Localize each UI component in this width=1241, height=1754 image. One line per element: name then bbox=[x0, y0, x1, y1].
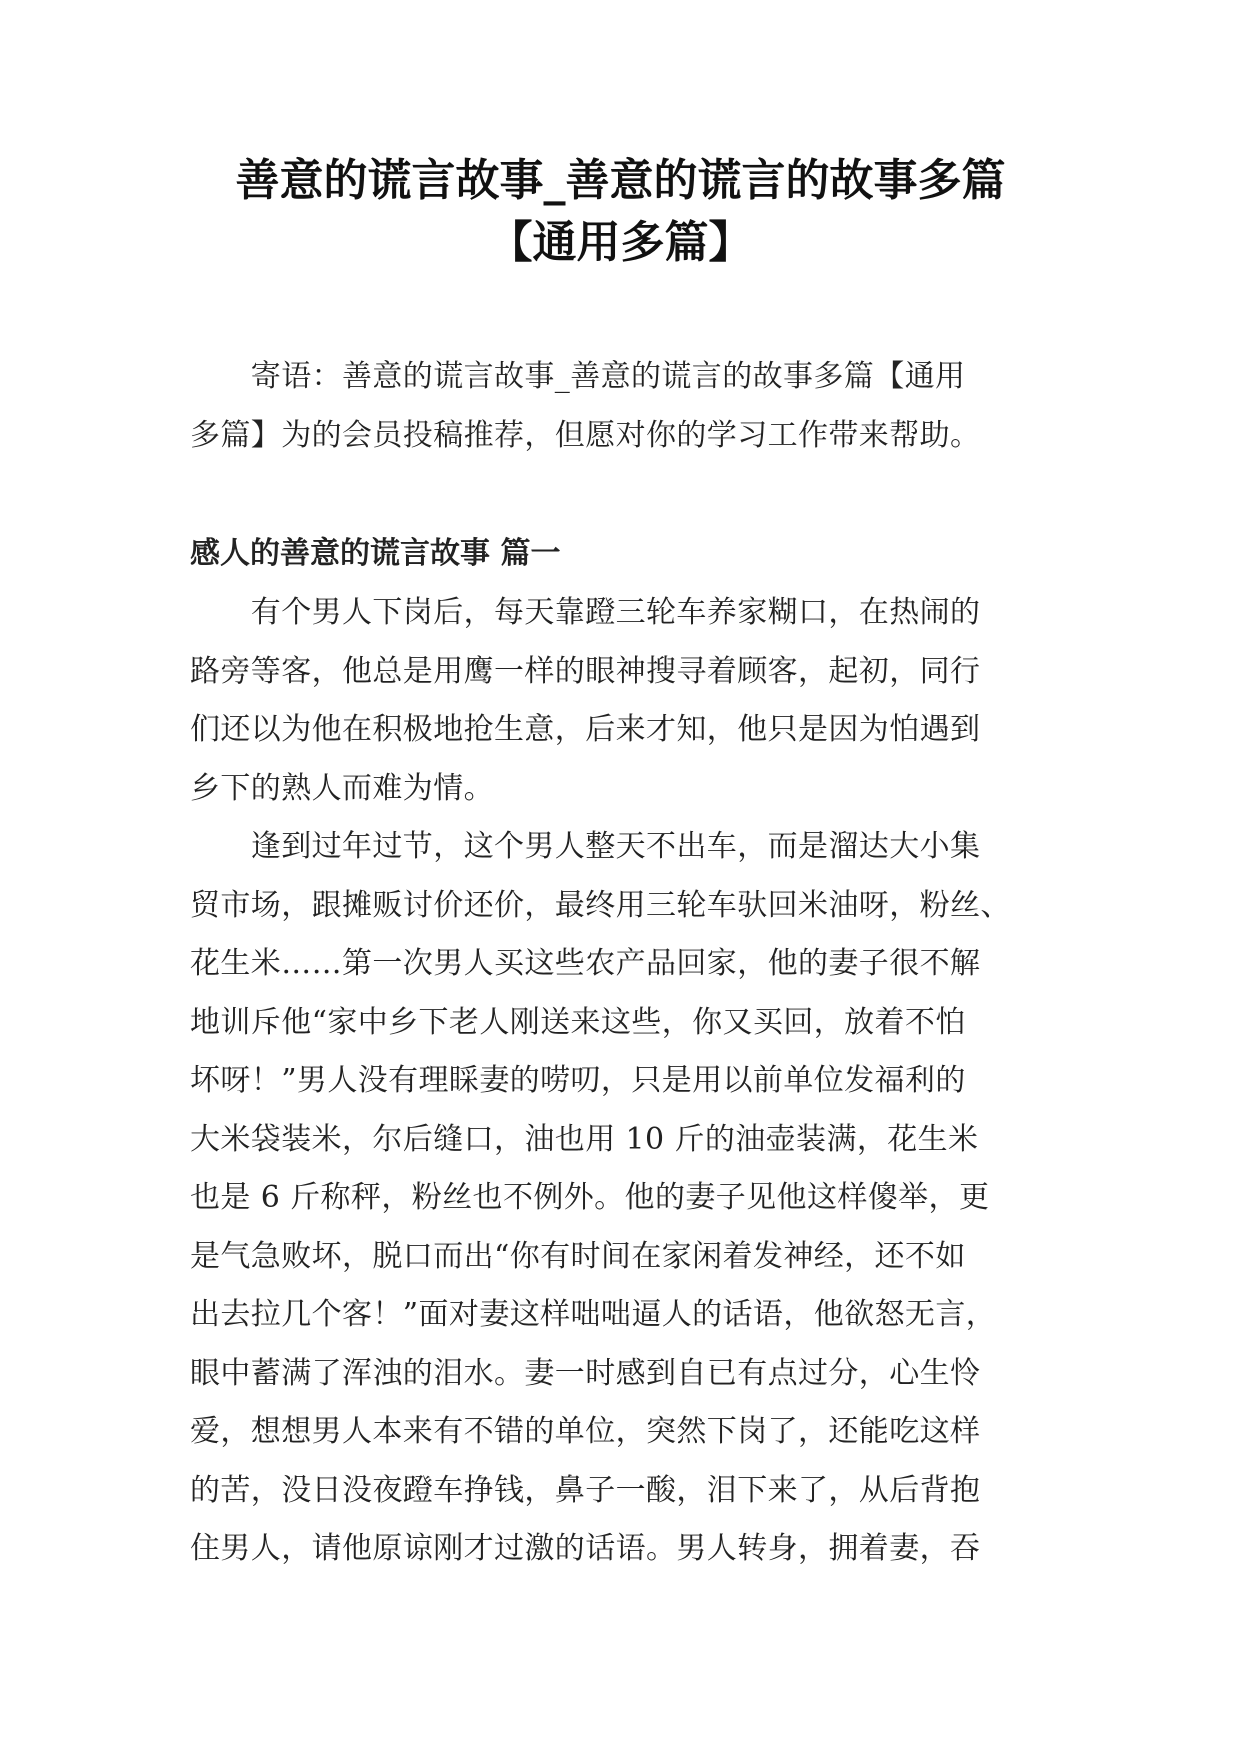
intro-line: 多篇】为的会员投稿推荐，但愿对你的学习工作带来帮助。 bbox=[190, 417, 981, 453]
paragraph-line: 路旁等客，他总是用鹰一样的眼神搜寻着顾客，起初，同行 bbox=[190, 653, 981, 689]
paragraph-line: 也是 6 斤称秤，粉丝也不例外。他的妻子见他这样傻举，更 bbox=[190, 1180, 990, 1215]
title-line-2: 【通用多篇】 bbox=[488, 217, 753, 268]
paragraph-line: 贸市场，跟摊贩讨价还价，最终用三轮车驮回米油呀，粉丝、 bbox=[190, 887, 1011, 923]
paragraph-line: 的苦，没日没夜蹬车挣钱，鼻子一酸，泪下来了，从后背抱 bbox=[190, 1472, 981, 1508]
story-paragraph-1 bbox=[190, 584, 1058, 818]
paragraph-line: 是气急败坏，脱口而出“你有时间在家闲着发神经，还不如 bbox=[190, 1238, 966, 1274]
title-line-1: 善意的谎言故事_善意的谎言的故事多篇 bbox=[235, 155, 1006, 206]
document-title bbox=[150, 150, 1091, 274]
section-heading: 感人的善意的谎言故事 篇一 bbox=[190, 536, 561, 571]
intro-paragraph bbox=[190, 348, 1058, 465]
paragraph-line: 眼中蓄满了浑浊的泪水。妻一时感到自已有点过分，心生怜 bbox=[190, 1355, 981, 1391]
story-paragraph-2 bbox=[190, 818, 1058, 1579]
paragraph-line: 乡下的熟人而难为情。 bbox=[190, 770, 494, 806]
paragraph-line: 住男人，请他原谅刚才过激的话语。男人转身，拥着妻，吞 bbox=[190, 1531, 981, 1566]
paragraph-line: 大米袋装米，尔后缝口，油也用 10 斤的油壶装满，花生米 bbox=[190, 1121, 979, 1157]
paragraph-line: 出去拉几个客！”面对妻这样咄咄逼人的话语，他欲怒无言， bbox=[190, 1297, 997, 1332]
intro-line: 寄语：善意的谎言故事_善意的谎言的故事多篇【通用 bbox=[190, 359, 966, 394]
paragraph-line: 逢到过年过节，这个男人整天不出车，而是溜达大小集 bbox=[190, 829, 981, 864]
paragraph-line: 地训斥他“家中乡下老人刚送来这些，你又买回，放着不怕 bbox=[190, 1004, 966, 1040]
paragraph-line: 花生米……第一次男人买这些农产品回家，他的妻子很不解 bbox=[190, 946, 981, 981]
paragraph-line: 爱，想想男人本来有不错的单位，突然下岗了，还能吃这样 bbox=[190, 1414, 981, 1449]
paragraph-line: 们还以为他在积极地抢生意，后来才知，他只是因为怕遇到 bbox=[190, 712, 981, 747]
paragraph-line: 有个男人下岗后，每天靠蹬三轮车养家糊口，在热闹的 bbox=[190, 595, 981, 630]
paragraph-line: 坏呀！”男人没有理睬妻的唠叨，只是用以前单位发福利的 bbox=[190, 1063, 966, 1098]
